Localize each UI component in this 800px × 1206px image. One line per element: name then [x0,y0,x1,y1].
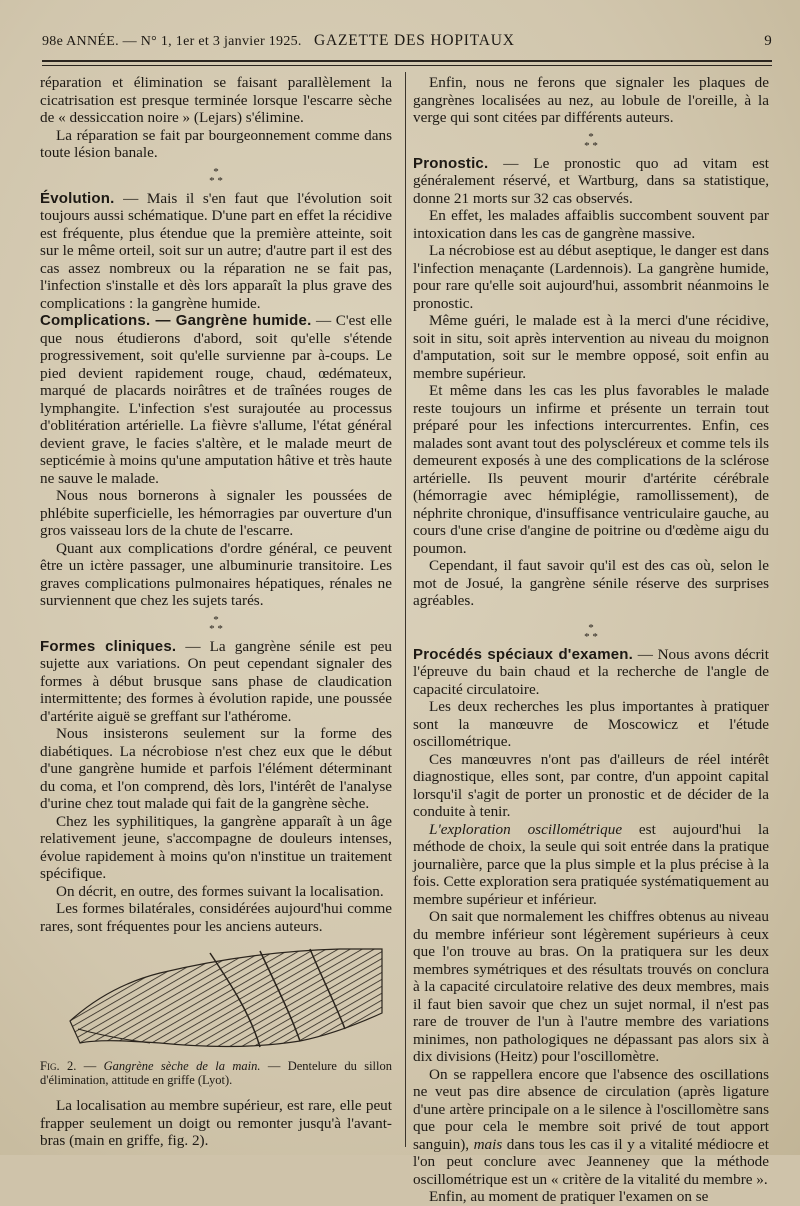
paragraph: Ces manœuvres n'ont pas d'ailleurs de réel intérêt diagnostique, elles sont, par contre, d'un appoint capital lorsqu'il s'agit de porter un pronostic et de décider de la conduite à tenir. [413,750,769,820]
figure-hand-illustration [40,943,392,1055]
figure-caption: Fig. 2. — Gangrène sèche de la main. — Dentelure du sillon d'élimination, attitude en griffe (Lyot). [40,1059,392,1087]
section-separator: * * * [584,621,598,643]
section-procedes: Procédés spéciaux d'examen. — Nous avons décrit l'épreuve du bain chaud et la recherche de l'angle de capacité circulatoire. [413,645,769,698]
header-rule-thin [42,65,772,66]
paragraph: Nous nous bornerons à signaler les poussées de phlébite superficielle, les hémorragies par ouverture d'un gros vaisseau lors de la chute de l'escarre. [40,487,392,539]
issue-info: 98e ANNÉE. — N° 1, 1er et 3 janvier 1925. [42,34,302,49]
section-separator: * * * [209,613,223,635]
paragraph: On décrit, en outre, des formes suivant la localisation. [56,882,384,900]
paragraph: Et même dans les cas les plus favorables le malade reste toujours un infirme et présente un terrain tout préparé pour les infections intercurrentes. Enfin, ces malades sont avant tout des polyscléreux et comme tels ils demeurent exposés à une des complications de la sclérose artérielle. Ils peuvent mourir d'artérite cérébrale (hémorragie avec hémiplégie, ramollissement), de néphrite chronique, d'insuffisance ventriculaire gauche, au cours d'une crise d'angine de poitrine ou d'œdème aigu du poumon. [413,382,769,557]
left-column [40,74,392,1150]
section-heading: Complications. — Gangrène humide. [40,312,312,329]
paragraph: On sait que normalement les chiffres obtenus au niveau du membre inférieur sont légèrement supérieurs à ceux que l'on trouve au bras. On la pratiquera sur les deux membres symétriques et des résultats trouvés on conclura à la capacité circulatoire relative des deux membres, mais il faut bien savoir que chez un sujet normal, il n'est pas rare de trouver de l'un à l'autre membre des variations minimes, non pathologiques ne dépassant pas alors six à dix divisions (Heitz) pour l'oscillomètre. [413,908,769,1065]
paragraph: Les formes bilatérales, considérées aujourd'hui comme rares, sont fréquentes pour les anciens auteurs. [40,900,392,935]
section-separator: * * * [584,130,598,152]
section-heading: Procédés spéciaux d'examen. [413,645,634,663]
journal-title: GAZETTE DES HOPITAUX [314,32,515,49]
paragraph: Chez les syphilitiques, la gangrène apparaît à un âge relativement jeune, s'accompagne de douleurs intenses, évolue rapidement à moins qu'on n'institue un traitement spécifique. [40,812,392,882]
paragraph: On se rappellera encore que l'absence des oscillations ne veut pas dire absence de circulation (après ligature d'une artère principale on a le silence à l'oscillomètre sans que pour cela le membre soit privé de tout apport sanguin), mais dans tous les cas il y a vitalité médiocre et l'on peut conclure avec Jeanneney que la méthode oscillométrique est un « critère de la vitalité du membre ». [413,1065,769,1188]
paragraph: La réparation se fait par bourgeonnement comme dans toute lésion banale. [40,126,392,161]
gangrene-hand-drawing [60,943,390,1055]
paragraph: La localisation au membre supérieur, est rare, elle peut frapper seulement un doigt ou remonter jusqu'à l'avant-bras (main en griffe, fig. 2). [40,1097,392,1149]
paragraph: Même guéri, le malade est à la merci d'une récidive, soit in situ, soit après intervention au niveau du moignon d'amputation, soit sur le membre opposé, soit enfin au membre supérieur. [413,312,769,382]
section-pronostic: Pronostic. — Le pronostic quo ad vitam est généralement réservé, et Wartburg, dans sa statistique, donne 21 morts sur 32 cas observés. [413,154,769,207]
right-column [413,74,769,1206]
section-complications: Complications. — Gangrène humide. — C'est elle que nous étudierons d'abord, soit qu'elle s'étende progressivement, soit qu'elle survienne par à-coups. Le pied devient rapidement rouge, chaud, œdémateux, marqué de placards noirâtres et de traînées rouges de lymphangite. L'infection s'est surajoutée au processus d'oblitération artérielle. La fièvre s'allume, l'état général devient grave, le facies s'altère, et le malade meurt de septicémie à moins qu'une amputation hâtive et très haute ne sauve le malade. [40,312,392,487]
section-evolution: Évolution. — Mais il s'en faut que l'évolution soit toujours aussi schématique. D'une part en effet la récidive est fréquente, plus étendue que la première atteinte, soit sur le même orteil, soit sur un autre; d'autre part il est des cas assez nombreux ou la réparation ne se fait pas, l'infection s'installe et dès lors apparaît la plus grave des complications : la gangrène humide. [40,189,392,312]
paragraph: réparation et élimination se faisant parallèlement la cicatrisation est presque terminée lorsque l'escarre sèche de « dessiccation noire » (Lejars) s'élimine. [40,74,392,126]
paragraph: L'exploration oscillométrique est aujourd'hui la méthode de choix, la seule qui soit entrée dans la pratique journalière, parce que la plus simple et la plus précise à la fois. Cette exploration sera pratiquée systématiquement au membre supérieur et inférieur. [413,820,769,908]
column-divider [405,72,406,1147]
section-heading: Pronostic. [413,154,489,172]
paragraph: Enfin, au moment de pratiquer l'examen on se [429,1188,709,1205]
paragraph: Quant aux complications d'ordre général, ce peuvent être un ictère passager, une albuminurie transitoire. Les graves complications pulmonaires hépatiques, rénales ne surviennent que chez les sujets tarés. [40,539,392,609]
paragraph: Nous insisterons seulement sur la forme des diabétiques. La nécrobiose n'est chez eux que le début d'une gangrène humide et parfois l'élément déterminant du coma, et l'on comprend, dès lors, l'intérêt de l'analyse d'urine chez tout malade qui fait de la gangrène sèche. [40,725,392,812]
header-rule [42,60,772,62]
paragraph: En effet, les malades affaiblis succombent souvent par intoxication dans les cas de gangrène massive. [413,207,769,242]
section-heading: Formes cliniques. [40,637,177,655]
paragraph: Cependant, il faut savoir qu'il est des cas où, selon le mot de Josué, la gangrène sénile réserve des surprises agréables. [413,557,769,609]
section-separator: * * * [209,165,223,187]
page-number: 9 [764,33,772,49]
paragraph: Les deux recherches les plus importantes à pratiquer sont la manœuvre de Moscowicz et l'étude oscillométrique. [413,698,769,750]
paragraph: La nécrobiose est au début aseptique, le danger est dans l'infection menaçante (Lardennois). La gangrène humide, pour rare qu'elle soit aujourd'hui, assombrit néanmoins le pronostic. [413,242,769,312]
section-heading: Évolution. [40,189,115,207]
page-header [42,32,772,54]
paragraph: Enfin, nous ne ferons que signaler les plaques de gangrènes localisées au nez, au lobule de l'oreille, à la verge qui sont citées par différents auteurs. [413,74,769,126]
section-formes: Formes cliniques. — La gangrène sénile est peu sujette aux variations. On peut cependant signaler des formes à début brusque sans phase de claudication intermittente; des formes à évolution rapide, une poussée d'artérite aiguë se greffant sur l'athérome. [40,637,392,725]
